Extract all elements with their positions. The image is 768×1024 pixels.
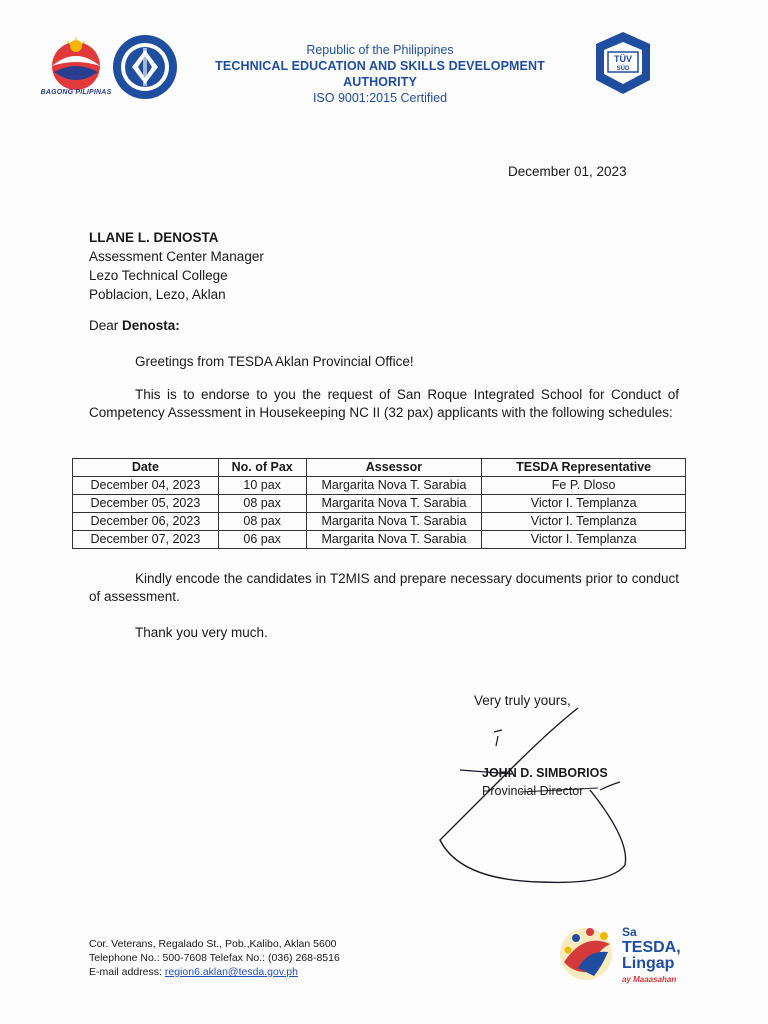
tuv-sud-logo xyxy=(588,30,658,96)
cell-pax: 10 pax xyxy=(218,477,306,495)
footer-address: Cor. Veterans, Regalado St., Pob.,Kalibo, Aklan 5600 xyxy=(89,938,337,950)
cell-pax: 08 pax xyxy=(218,513,306,531)
letterhead xyxy=(180,42,580,106)
letterhead-country: Republic of the Philippines xyxy=(306,43,454,57)
signer-title: Provincial Director xyxy=(482,784,584,798)
letterhead-agency: TECHNICAL EDUCATION AND SKILLS DEVELOPMENT AUTHORITY xyxy=(215,59,545,89)
lingap-word: Lingap xyxy=(622,955,675,972)
lingap-sa: Sa xyxy=(622,925,637,939)
svg-text:TÜV: TÜV xyxy=(614,54,632,64)
cell-assessor: Margarita Nova T. Sarabia xyxy=(306,513,482,531)
svg-text:SÜD: SÜD xyxy=(616,66,630,72)
cell-date: December 06, 2023 xyxy=(73,513,219,531)
signer-name: JOHN D. SIMBORIOS xyxy=(482,766,608,780)
recipient-organization: Lezo Technical College xyxy=(89,268,228,283)
column-header-pax: No. of Pax xyxy=(218,459,306,477)
cell-pax: 06 pax xyxy=(218,531,306,549)
footer-email-label: E-mail address: xyxy=(89,966,162,978)
table-row xyxy=(73,477,686,495)
column-header-assessor: Assessor xyxy=(306,459,482,477)
bagong-pilipinas-caption: BAGONG PILIPINAS xyxy=(40,89,112,96)
lingap-tesda: TESDA, xyxy=(622,939,681,956)
letter-date: December 01, 2023 xyxy=(508,164,627,179)
cell-representative: Fe P. Dloso xyxy=(482,477,686,495)
cell-pax: 08 pax xyxy=(218,495,306,513)
cell-assessor: Margarita Nova T. Sarabia xyxy=(306,531,482,549)
cell-date: December 05, 2023 xyxy=(73,495,219,513)
cell-representative: Victor I. Templanza xyxy=(482,531,686,549)
cell-assessor: Margarita Nova T. Sarabia xyxy=(306,495,482,513)
thanks-paragraph: Thank you very much. xyxy=(135,625,268,640)
table-row xyxy=(73,531,686,549)
footer-contact xyxy=(89,937,340,979)
column-header-representative: TESDA Representative xyxy=(482,459,686,477)
footer-phone: Telephone No.: 500-7608 Telefax No.: (036) 268-8516 xyxy=(89,952,340,964)
cell-representative: Victor I. Templanza xyxy=(482,495,686,513)
schedule-table xyxy=(72,458,686,549)
table-row xyxy=(73,495,686,513)
salutation xyxy=(89,318,180,333)
salutation-prefix: Dear xyxy=(89,318,119,333)
lingap-tagline: ay Maaasahan xyxy=(622,975,677,984)
bagong-pilipinas-logo xyxy=(42,36,110,92)
cell-assessor: Margarita Nova T. Sarabia xyxy=(306,477,482,495)
letterhead-certification: ISO 9001:2015 Certified xyxy=(312,91,448,105)
table-header-row xyxy=(73,459,686,477)
footer-email-link[interactable]: region6.aklan@tesda.gov.ph xyxy=(164,966,298,978)
salutation-name: Denosta: xyxy=(122,318,180,333)
tesda-seal-logo xyxy=(112,34,178,100)
recipient-name: LLANE L. DENOSTA xyxy=(89,230,219,245)
cell-date: December 07, 2023 xyxy=(73,531,219,549)
cell-representative: Victor I. Templanza xyxy=(482,513,686,531)
recipient-block xyxy=(89,228,264,304)
cell-date: December 04, 2023 xyxy=(73,477,219,495)
column-header-date: Date xyxy=(73,459,219,477)
greeting-paragraph: Greetings from TESDA Aklan Provincial Office! xyxy=(135,354,414,369)
endorsement-paragraph: This is to endorse to you the request of San Roque Integrated School for Conduct of Competency Assessment in Housekeeping NC II (32 pax) applicants with the following schedules: xyxy=(89,387,679,420)
lingap-wordmark xyxy=(622,924,681,988)
closing-line: Very truly yours, xyxy=(474,693,571,708)
recipient-address: Poblacion, Lezo, Aklan xyxy=(89,287,226,302)
footer-email-line xyxy=(89,965,340,979)
recipient-title: Assessment Center Manager xyxy=(89,249,264,264)
instruction-paragraph: Kindly encode the candidates in T2MIS and prepare necessary documents prior to conduct of assessment. xyxy=(89,571,679,604)
table-row xyxy=(73,513,686,531)
